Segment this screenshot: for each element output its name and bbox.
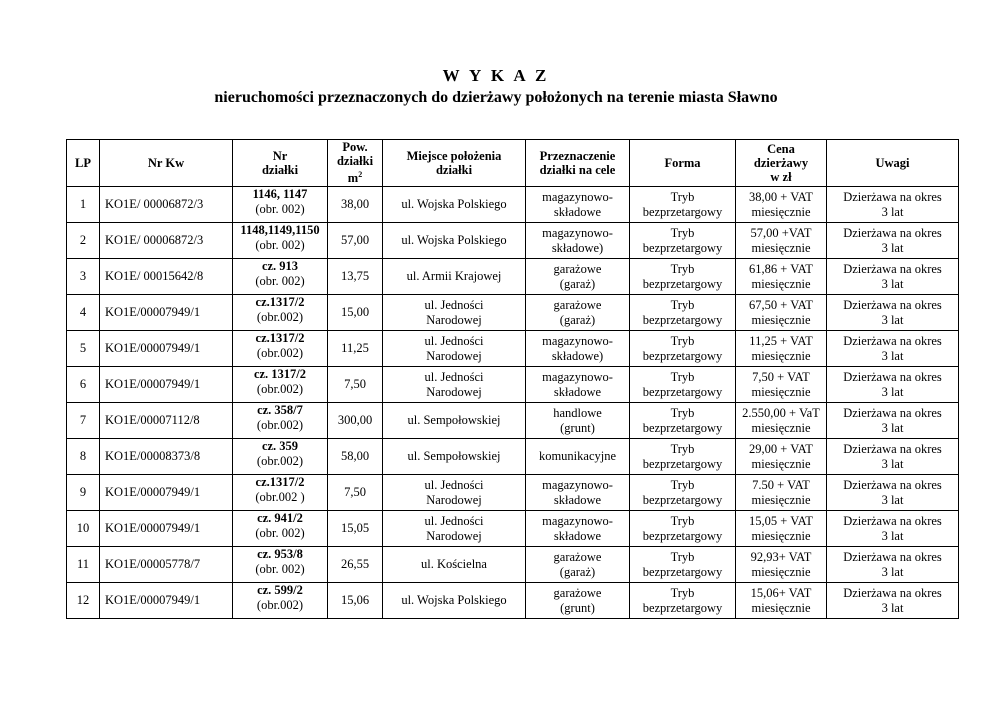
cell-nr-kw: KO1E/00007949/1: [100, 367, 233, 403]
cell-przeznaczenie: [526, 259, 630, 295]
cell-cena: [736, 583, 827, 619]
parcel-precinct: (obr.002): [256, 454, 304, 468]
cell-forma: [630, 223, 736, 259]
cell-powierzchnia: 15,05: [328, 511, 383, 547]
cell-forma-line: bezprzetargowy: [642, 276, 723, 291]
cell-miejsce-line: Narodowej: [426, 312, 482, 327]
cell-nr-kw: KO1E/00007949/1: [100, 475, 233, 511]
cell-cena: [736, 403, 827, 439]
header-miejsce: [383, 140, 526, 187]
cell-miejsce: [383, 295, 526, 331]
cell-powierzchnia: 58,00: [328, 439, 383, 475]
cell-forma-line: bezprzetargowy: [642, 348, 723, 363]
cell-miejsce-line: ul. Jedności: [424, 297, 484, 312]
cell-uwagi-line: 3 lat: [881, 204, 904, 219]
cell-cena: [736, 187, 827, 223]
cell-cena-line: 7,50 + VAT: [752, 369, 810, 384]
cell-przeznaczenie-line: (grunt): [560, 600, 595, 615]
header-row: [67, 140, 959, 187]
cell-nr-dzialki: [233, 331, 328, 367]
cell-lp: 11: [67, 547, 100, 583]
cell-miejsce-line: ul. Wojska Polskiego: [401, 197, 507, 211]
cell-forma-line: Tryb: [670, 261, 695, 276]
header-nr-dzialki-line: Nr: [272, 149, 288, 163]
cell-forma: [630, 331, 736, 367]
parcel-number: cz. 1317/2: [253, 367, 307, 381]
parcel-precinct: (obr.002 ): [255, 490, 305, 504]
cell-miejsce: [383, 187, 526, 223]
cell-miejsce: [383, 547, 526, 583]
cell-forma: [630, 583, 736, 619]
table-row: [67, 475, 959, 511]
cell-cena: [736, 259, 827, 295]
cell-forma-line: Tryb: [670, 297, 695, 312]
table-row: [67, 511, 959, 547]
cell-przeznaczenie: [526, 223, 630, 259]
parcel-precinct: (obr. 002): [255, 238, 305, 252]
table-row: [67, 583, 959, 619]
cell-forma-line: Tryb: [670, 549, 695, 564]
parcel-precinct: (obr.002): [256, 346, 304, 360]
cell-forma: [630, 547, 736, 583]
cell-miejsce-line: ul. Jedności: [424, 369, 484, 384]
cell-cena-line: 61,86 + VAT: [749, 261, 813, 276]
cell-nr-kw: KO1E/ 00006872/3: [100, 187, 233, 223]
cell-uwagi: [827, 295, 959, 331]
cell-uwagi-line: 3 lat: [881, 492, 904, 507]
parcel-precinct: (obr. 002): [255, 562, 305, 576]
cell-lp: 5: [67, 331, 100, 367]
header-nr-dzialki-line: działki: [261, 163, 299, 177]
cell-powierzchnia: 11,25: [328, 331, 383, 367]
cell-forma-line: bezprzetargowy: [642, 384, 723, 399]
cell-cena-line: 15,05 + VAT: [749, 513, 813, 528]
cell-przeznaczenie-line: magazynowo-: [542, 189, 613, 204]
cell-uwagi: [827, 187, 959, 223]
cell-cena-line: miesięcznie: [751, 204, 811, 219]
cell-przeznaczenie-line: magazynowo-: [542, 513, 613, 528]
cell-lp: 8: [67, 439, 100, 475]
header-nr-kw: Nr Kw: [100, 140, 233, 187]
parcel-number: cz. 599/2: [257, 583, 303, 597]
cell-cena-line: miesięcznie: [751, 456, 811, 471]
cell-forma: [630, 259, 736, 295]
cell-nr-dzialki: [233, 367, 328, 403]
cell-forma: [630, 511, 736, 547]
cell-przeznaczenie-line: magazynowo-: [542, 477, 613, 492]
cell-lp: 3: [67, 259, 100, 295]
cell-forma-line: Tryb: [670, 441, 695, 456]
cell-przeznaczenie: [526, 511, 630, 547]
parcel-precinct: (obr.002): [256, 418, 304, 432]
cell-cena-line: miesięcznie: [751, 600, 811, 615]
cell-miejsce-line: ul. Sempołowskiej: [407, 449, 501, 463]
cell-forma-line: bezprzetargowy: [642, 492, 723, 507]
header-cena-line: Cena: [767, 142, 795, 156]
cell-cena-line: miesięcznie: [751, 276, 811, 291]
cell-forma-line: Tryb: [670, 225, 695, 240]
cell-nr-kw: KO1E/00007949/1: [100, 295, 233, 331]
cell-cena-line: miesięcznie: [751, 384, 811, 399]
parcel-number: cz. 953/8: [257, 547, 303, 561]
cell-nr-kw: KO1E/00007949/1: [100, 511, 233, 547]
parcel-precinct: (obr.002): [256, 382, 304, 396]
cell-uwagi-line: 3 lat: [881, 312, 904, 327]
cell-nr-dzialki: [233, 259, 328, 295]
cell-uwagi-line: Dzierżawa na okres: [843, 189, 942, 204]
cell-powierzchnia: 38,00: [328, 187, 383, 223]
cell-powierzchnia: 15,00: [328, 295, 383, 331]
cell-miejsce-line: ul. Armii Krajowej: [406, 269, 502, 283]
cell-przeznaczenie-line: (garaż): [559, 312, 596, 327]
cell-nr-kw: KO1E/00007949/1: [100, 331, 233, 367]
cell-cena-line: miesięcznie: [751, 348, 811, 363]
cell-lp: 7: [67, 403, 100, 439]
cell-nr-dzialki: [233, 475, 328, 511]
cell-miejsce-line: ul. Jedności: [424, 333, 484, 348]
cell-uwagi: [827, 331, 959, 367]
cell-miejsce: [383, 367, 526, 403]
cell-forma-line: Tryb: [670, 369, 695, 384]
cell-przeznaczenie-line: magazynowo-: [542, 369, 613, 384]
cell-forma: [630, 403, 736, 439]
document-subtitle: nieruchomości przeznaczonych do dzierżawy położonych na terenie miasta Sławno: [214, 89, 778, 106]
cell-miejsce-line: ul. Kościelna: [421, 557, 487, 571]
cell-powierzchnia: 57,00: [328, 223, 383, 259]
cell-cena: [736, 295, 827, 331]
parcel-precinct: (obr. 002): [255, 202, 305, 216]
cell-uwagi-line: Dzierżawa na okres: [843, 297, 942, 312]
header-pow-line: działki: [336, 154, 374, 169]
cell-forma-line: Tryb: [670, 189, 695, 204]
cell-forma: [630, 439, 736, 475]
cell-uwagi-line: 3 lat: [881, 348, 904, 363]
cell-uwagi: [827, 367, 959, 403]
cell-forma: [630, 295, 736, 331]
cell-cena-line: 2.550,00 + VaT: [742, 405, 820, 420]
cell-nr-dzialki: [233, 403, 328, 439]
parcel-precinct: (obr.002): [256, 598, 304, 612]
cell-forma: [630, 475, 736, 511]
parcel-precinct: (obr.002): [256, 310, 304, 324]
parcel-number: 1146, 1147: [252, 187, 308, 201]
header-miejsce-line: działki: [435, 163, 473, 177]
cell-nr-dzialki: [233, 295, 328, 331]
cell-powierzchnia: 7,50: [328, 475, 383, 511]
document-title: W Y K A Z: [442, 66, 550, 85]
cell-miejsce: [383, 331, 526, 367]
cell-forma-line: bezprzetargowy: [642, 204, 723, 219]
cell-uwagi-line: Dzierżawa na okres: [843, 441, 942, 456]
cell-uwagi-line: Dzierżawa na okres: [843, 225, 942, 240]
cell-forma-line: bezprzetargowy: [642, 600, 723, 615]
parcel-number: 1148,1149,1150: [240, 223, 320, 237]
header-miejsce-line: Miejsce położenia: [406, 149, 502, 163]
cell-przeznaczenie-line: garażowe: [553, 261, 602, 276]
cell-cena: [736, 547, 827, 583]
cell-przeznaczenie-line: (garaż): [559, 564, 596, 579]
cell-nr-dzialki: [233, 439, 328, 475]
cell-przeznaczenie-line: składowe: [553, 492, 602, 507]
cell-forma-line: bezprzetargowy: [642, 240, 723, 255]
cell-miejsce-line: ul. Jedności: [424, 477, 484, 492]
cell-cena-line: miesięcznie: [751, 312, 811, 327]
cell-cena-line: miesięcznie: [751, 240, 811, 255]
table-row: [67, 187, 959, 223]
cell-forma-line: bezprzetargowy: [642, 456, 723, 471]
cell-uwagi-line: 3 lat: [881, 600, 904, 615]
cell-forma-line: Tryb: [670, 513, 695, 528]
cell-forma-line: Tryb: [670, 477, 695, 492]
parcel-number: cz.1317/2: [255, 475, 305, 489]
cell-przeznaczenie-line: handlowe: [553, 405, 602, 420]
cell-miejsce-line: ul. Wojska Polskiego: [401, 233, 507, 247]
cell-cena-line: 92,93+ VAT: [750, 549, 812, 564]
cell-przeznaczenie: [526, 583, 630, 619]
cell-miejsce: [383, 439, 526, 475]
cell-powierzchnia: 26,55: [328, 547, 383, 583]
cell-uwagi-line: 3 lat: [881, 456, 904, 471]
cell-przeznaczenie-line: (garaż): [559, 276, 596, 291]
parcel-number: cz. 358/7: [257, 403, 303, 417]
cell-lp: 9: [67, 475, 100, 511]
cell-przeznaczenie: [526, 331, 630, 367]
parcel-number: cz. 359: [261, 439, 299, 453]
table-row: [67, 439, 959, 475]
cell-uwagi-line: 3 lat: [881, 564, 904, 579]
header-pow-unit-m: m: [347, 171, 359, 186]
parcel-number: cz. 913: [261, 259, 299, 273]
cell-miejsce: [383, 511, 526, 547]
cell-cena-line: miesięcznie: [751, 492, 811, 507]
cell-uwagi: [827, 583, 959, 619]
cell-lp: 4: [67, 295, 100, 331]
header-cena-line: dzierżawy: [753, 156, 809, 170]
cell-przeznaczenie-line: składowe): [551, 240, 604, 255]
cell-uwagi-line: 3 lat: [881, 384, 904, 399]
header-nr-dzialki: [233, 140, 328, 187]
parcel-number: cz.1317/2: [255, 295, 305, 309]
cell-nr-kw: KO1E/ 00006872/3: [100, 223, 233, 259]
table-row: [67, 295, 959, 331]
cell-nr-kw: KO1E/00007112/8: [100, 403, 233, 439]
cell-przeznaczenie: [526, 367, 630, 403]
cell-cena: [736, 223, 827, 259]
header-pow-unit-sup: 2: [358, 170, 363, 180]
cell-nr-dzialki: [233, 547, 328, 583]
cell-uwagi-line: 3 lat: [881, 240, 904, 255]
cell-uwagi-line: 3 lat: [881, 528, 904, 543]
cell-cena-line: miesięcznie: [751, 528, 811, 543]
cell-cena-line: 57,00 +VAT: [750, 225, 812, 240]
cell-forma: [630, 367, 736, 403]
table-row: [67, 367, 959, 403]
cell-cena: [736, 475, 827, 511]
cell-forma-line: Tryb: [670, 405, 695, 420]
cell-uwagi-line: Dzierżawa na okres: [843, 549, 942, 564]
cell-cena-line: miesięcznie: [751, 564, 811, 579]
cell-nr-kw: KO1E/ 00015642/8: [100, 259, 233, 295]
cell-uwagi: [827, 547, 959, 583]
cell-uwagi-line: Dzierżawa na okres: [843, 513, 942, 528]
cell-powierzchnia: 13,75: [328, 259, 383, 295]
cell-miejsce-line: ul. Jedności: [424, 513, 484, 528]
cell-nr-dzialki: [233, 187, 328, 223]
cell-przeznaczenie-line: komunikacyjne: [538, 449, 617, 463]
header-cena-line: w zł: [770, 170, 792, 184]
cell-przeznaczenie: [526, 403, 630, 439]
header-forma: Forma: [630, 140, 736, 187]
cell-nr-kw: KO1E/00007949/1: [100, 583, 233, 619]
parcel-precinct: (obr. 002): [255, 526, 305, 540]
cell-uwagi-line: 3 lat: [881, 420, 904, 435]
cell-nr-kw: KO1E/00008373/8: [100, 439, 233, 475]
cell-przeznaczenie-line: składowe: [553, 528, 602, 543]
cell-lp: 12: [67, 583, 100, 619]
cell-cena: [736, 331, 827, 367]
cell-nr-dzialki: [233, 223, 328, 259]
cell-przeznaczenie-line: garażowe: [553, 585, 602, 600]
cell-lp: 1: [67, 187, 100, 223]
cell-powierzchnia: 15,06: [328, 583, 383, 619]
cell-przeznaczenie: [526, 475, 630, 511]
cell-miejsce-line: ul. Wojska Polskiego: [401, 593, 507, 607]
cell-przeznaczenie-line: składowe: [553, 204, 602, 219]
cell-cena: [736, 439, 827, 475]
cell-nr-dzialki: [233, 583, 328, 619]
cell-uwagi: [827, 403, 959, 439]
header-przeznaczenie: [526, 140, 630, 187]
cell-miejsce: [383, 403, 526, 439]
cell-uwagi: [827, 223, 959, 259]
cell-przeznaczenie: [526, 187, 630, 223]
cell-przeznaczenie-line: (grunt): [560, 420, 595, 435]
cell-cena-line: 7.50 + VAT: [752, 477, 810, 492]
cell-lp: 6: [67, 367, 100, 403]
cell-miejsce: [383, 223, 526, 259]
cell-cena: [736, 511, 827, 547]
cell-przeznaczenie: [526, 439, 630, 475]
cell-uwagi: [827, 511, 959, 547]
header-przeznaczenie-line: działki na cele: [539, 163, 616, 177]
cell-forma-line: bezprzetargowy: [642, 312, 723, 327]
cell-cena-line: 15,06+ VAT: [750, 585, 812, 600]
cell-forma-line: Tryb: [670, 585, 695, 600]
table-row: [67, 259, 959, 295]
cell-powierzchnia: 7,50: [328, 367, 383, 403]
cell-miejsce-line: Narodowej: [426, 384, 482, 399]
header-pow-unit: [330, 168, 380, 185]
cell-cena-line: 67,50 + VAT: [749, 297, 813, 312]
cell-miejsce: [383, 259, 526, 295]
cell-przeznaczenie-line: garażowe: [553, 297, 602, 312]
cell-lp: 2: [67, 223, 100, 259]
cell-cena-line: 11,25 + VAT: [749, 333, 813, 348]
cell-uwagi-line: Dzierżawa na okres: [843, 405, 942, 420]
cell-miejsce-line: ul. Sempołowskiej: [407, 413, 501, 427]
cell-uwagi-line: Dzierżawa na okres: [843, 261, 942, 276]
cell-przeznaczenie-line: składowe): [551, 348, 604, 363]
cell-miejsce: [383, 583, 526, 619]
parcel-number: cz.1317/2: [255, 331, 305, 345]
cell-przeznaczenie-line: magazynowo-: [542, 333, 613, 348]
cell-forma-line: Tryb: [670, 333, 695, 348]
cell-uwagi-line: 3 lat: [881, 276, 904, 291]
cell-uwagi-line: Dzierżawa na okres: [843, 585, 942, 600]
table-row: [67, 223, 959, 259]
cell-przeznaczenie-line: garażowe: [553, 549, 602, 564]
table-row: [67, 403, 959, 439]
cell-przeznaczenie: [526, 295, 630, 331]
cell-miejsce-line: Narodowej: [426, 528, 482, 543]
header-uwagi: Uwagi: [827, 140, 959, 187]
cell-powierzchnia: 300,00: [328, 403, 383, 439]
cell-uwagi-line: Dzierżawa na okres: [843, 333, 942, 348]
cell-forma-line: bezprzetargowy: [642, 564, 723, 579]
header-przeznaczenie-line: Przeznaczenie: [539, 149, 616, 163]
cell-uwagi: [827, 475, 959, 511]
cell-uwagi-line: Dzierżawa na okres: [843, 369, 942, 384]
cell-cena-line: miesięcznie: [751, 420, 811, 435]
cell-nr-dzialki: [233, 511, 328, 547]
cell-forma-line: bezprzetargowy: [642, 420, 723, 435]
cell-cena-line: 38,00 + VAT: [749, 189, 813, 204]
cell-miejsce-line: Narodowej: [426, 348, 482, 363]
cell-lp: 10: [67, 511, 100, 547]
cell-uwagi: [827, 439, 959, 475]
header-powierzchnia: [328, 140, 383, 187]
cell-miejsce-line: Narodowej: [426, 492, 482, 507]
cell-cena-line: 29,00 + VAT: [749, 441, 813, 456]
header-pow-line: Pow.: [342, 140, 368, 155]
cell-uwagi-line: Dzierżawa na okres: [843, 477, 942, 492]
cell-przeznaczenie-line: magazynowo-: [542, 225, 613, 240]
cell-przeznaczenie-line: składowe: [553, 384, 602, 399]
cell-forma: [630, 187, 736, 223]
cell-forma-line: bezprzetargowy: [642, 528, 723, 543]
parcel-precinct: (obr. 002): [255, 274, 305, 288]
parcel-number: cz. 941/2: [257, 511, 303, 525]
property-table: [66, 139, 959, 619]
header-cena: [736, 140, 827, 187]
cell-miejsce: [383, 475, 526, 511]
table-row: [67, 547, 959, 583]
cell-uwagi: [827, 259, 959, 295]
header-lp: LP: [67, 140, 100, 187]
cell-cena: [736, 367, 827, 403]
table-row: [67, 331, 959, 367]
cell-przeznaczenie: [526, 547, 630, 583]
cell-nr-kw: KO1E/00005778/7: [100, 547, 233, 583]
